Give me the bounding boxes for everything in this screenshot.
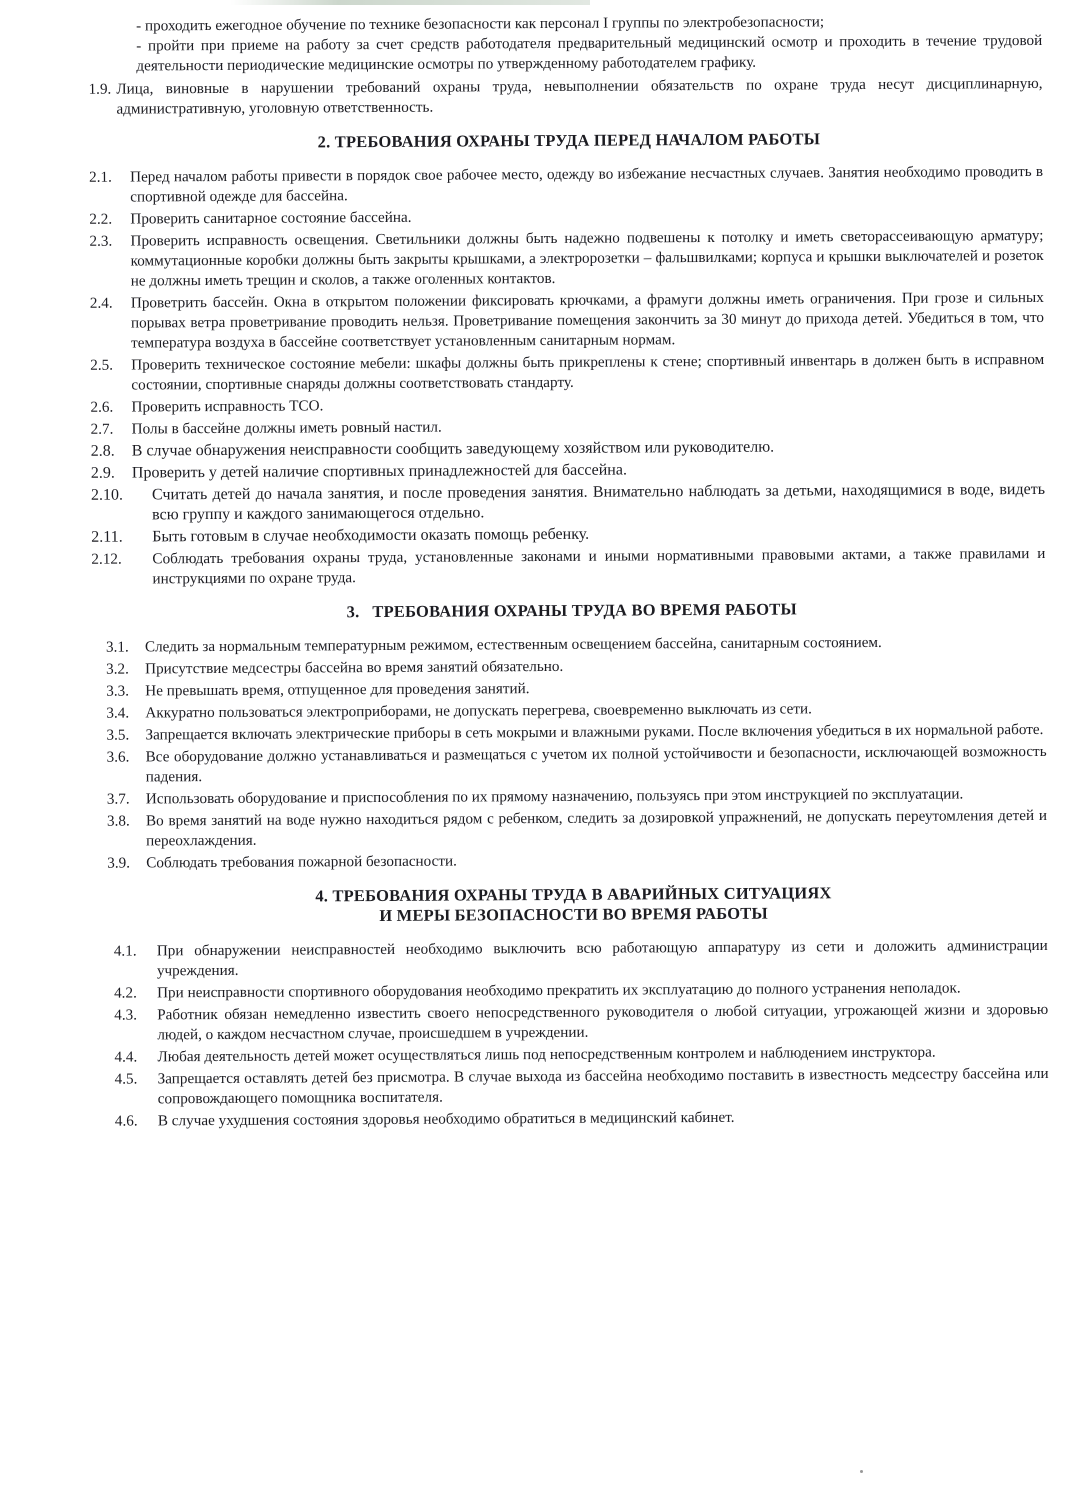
section-4-title-line-1: 4. ТРЕБОВАНИЯ ОХРАНЫ ТРУДА В АВАРИЙНЫХ СИТУАЦИЯХ: [315, 883, 832, 906]
item-text: Полы в бассейне должны иметь ровный настил.: [131, 418, 442, 438]
item-text: Быть готовым в случае необходимости оказать помощь ребенку.: [152, 525, 590, 546]
list-item-4-3: [114, 1000, 1048, 1046]
item-text: Аккуратно пользоваться электроприборами, не допускать перегрева, своевременно выключать из сети.: [145, 700, 812, 722]
section-4-list: [100, 936, 1049, 1132]
list-item-3-8: [107, 806, 1047, 852]
item-text: Во время занятий на воде нужно находиться рядом с ребенком, следить за дозировкой упражнений, не допускать переутомления детей и переохлаждения.: [145, 806, 1048, 850]
item-text: Соблюдать требования охраны труда, установленные законами и иными нормативными правовыми актами, а также правилами и инструкциями по охране труда.: [152, 544, 1046, 588]
item-text: Проверить исправность освещения. Светильники должны быть надежно подвешены к потолку и иметь светорассеивающую арматуру; коммутационные коробки должны быть закрыты крышками, а электророзетки – фальшвилками; корпуса и крышки выключателей и розеток не должны иметь трещин и сколов, а также оголенных контактов.: [130, 226, 1044, 290]
item-number: 2.8.: [90, 442, 115, 460]
item-text: Присутствие медсестры бассейна во время занятий обязательно.: [145, 657, 564, 678]
item-text: В случае ухудшения состояния здоровья необходимо обратиться в медицинский кабинет.: [157, 1108, 735, 1130]
list-item-2-4: [90, 288, 1044, 354]
item-text: Перед началом работы привести в порядок свое рабочее место, одежду во избежание несчастных случаев. Занятия необходимо проводить в спортивной одежде для бассейна.: [130, 162, 1044, 206]
list-item-2-5: [90, 350, 1044, 396]
item-number: 3.7.: [106, 790, 130, 808]
item-number: 2.1.: [89, 168, 112, 186]
list-item-4-4: [114, 1042, 1048, 1068]
list-item-4-6: [115, 1106, 1049, 1132]
item-text: Соблюдать требования пожарной безопасности.: [146, 852, 457, 872]
section-2-list: [89, 162, 1046, 590]
intro-block: [88, 11, 1043, 120]
item-number: 3.5.: [106, 726, 130, 744]
list-item-3-6: [107, 742, 1047, 788]
item-number: 3.3.: [106, 682, 130, 700]
item-number: 2.2.: [89, 210, 113, 228]
list-item-2-1: [89, 162, 1043, 208]
item-number: 3.2.: [106, 660, 129, 678]
item-text: Работник обязан немедленно известить своего непосредственного руководителя о любой ситуации, угрожающей жизни и здоровью людей, о каждом несчастном случае, происшедшем в учреждении.: [157, 1000, 1049, 1044]
section-4-title-line-2: И МЕРЫ БЕЗОПАСНОСТИ ВО ВРЕМЯ РАБОТЫ: [379, 903, 768, 926]
section-3-list: [98, 632, 1047, 874]
item-number: 4.6.: [114, 1112, 138, 1130]
item-number: 3.4.: [106, 704, 130, 722]
item-number: 2.7.: [90, 420, 114, 438]
scan-speck: [860, 1470, 863, 1473]
item-number: 2.11.: [91, 528, 123, 546]
item-text: Проветрить бассейн. Окна в открытом положении фиксировать крючками, а фрамуги должны иметь ограничения. При грозе и сильных порывах ветра проветривание проводить нельзя. Проветривание помещения закончить за 30 минут до прихода детей. Убедиться в том, что температура воздуха в бассейне соответствует установленным санитарным нормам.: [130, 288, 1045, 352]
item-number: 2.6.: [90, 398, 114, 416]
item-text: Проверить у детей наличие спортивных принадлежностей для бассейна.: [131, 461, 627, 482]
item-text: Любая деятельность детей может осуществляться лишь под непосредственным контролем и наблюдением инструктора.: [157, 1043, 936, 1066]
section-2-title: 2. ТРЕБОВАНИЯ ОХРАНЫ ТРУДА ПЕРЕД НАЧАЛОМ РАБОТЫ: [317, 129, 821, 152]
list-item-2-10: [91, 480, 1045, 526]
item-number: 3.8.: [106, 812, 130, 830]
item-number: 3.6.: [106, 748, 130, 766]
item-text: Запрещается включать электрические приборы в сеть мокрыми и влажными руками. После включения убедиться в их нормальной работе.: [145, 720, 1044, 744]
intro-line-2: - пройти при приеме на работу за счет средств работодателя предварительный медицинский осмотр и проходить в течение трудовой деятельности периодические медицинские осмотры по утвержденному работодателем графику.: [136, 31, 1043, 75]
item-number: 2.3.: [89, 232, 113, 250]
item-text: Использовать оборудование и приспособления по их прямому назначению, пользуясь при этом инструкцией по эксплуатации.: [145, 785, 964, 808]
list-item-3-9: [107, 848, 1047, 874]
intro-line-1: - проходить ежегодное обучение по технике безопасности как персонал I группы по электробезопасности;: [136, 13, 825, 35]
item-text: В случае обнаружения неисправности сообщить заведующему хозяйством или руководителю.: [131, 438, 775, 460]
section-3-title: 3. ТРЕБОВАНИЯ ОХРАНЫ ТРУДА ВО ВРЕМЯ РАБОТЫ: [346, 599, 797, 622]
item-text: Лица, виновные в нарушении требований охраны труда, невыполнении обязательств по охране труда несут дисциплинарную, административную, уголовную ответственность.: [116, 74, 1043, 118]
item-text: Проверить исправность ТСО.: [131, 397, 324, 416]
item-number: 2.5.: [90, 356, 114, 374]
item-number: 4.3.: [114, 1006, 138, 1024]
item-number: 4.1.: [113, 942, 137, 960]
item-text: Все оборудование должно устанавливаться и размещаться с учетом их полной устойчивости и безопасности, исключающей возможность падения.: [145, 742, 1047, 786]
item-number: 2.4.: [89, 294, 113, 312]
item-number: 3.9.: [107, 854, 131, 872]
item-text: При неисправности спортивного оборудования необходимо прекратить их эксплуатацию до полного устранения неполадок.: [157, 979, 961, 1002]
item-text: Проверить санитарное состояние бассейна.: [130, 208, 412, 228]
list-item-1-9: [88, 74, 1042, 120]
item-text: Считать детей до начала занятия, и после проведения занятия. Внимательно наблюдать за детьми, находящимися в воде, видеть всю группу и каждого занимающегося отдельно.: [151, 480, 1046, 524]
item-number: 2.10.: [90, 486, 124, 504]
item-number: 2.12.: [91, 550, 122, 568]
item-number: 2.9.: [90, 464, 115, 482]
item-text: При обнаружении неисправностей необходимо выключить всю работающую аппаратуру из сети и доложить администрации учреждения.: [156, 936, 1048, 980]
item-text: Не превышать время, отпущенное для проведения занятий.: [145, 680, 530, 700]
list-item-2-3: [89, 226, 1043, 292]
list-item-2-12: [91, 544, 1045, 590]
item-text: Запрещается оставлять детей без присмотра. В случае выхода из бассейна необходимо поставить в известность медсестру бассейна или сопровождающего помощника воспитателя.: [157, 1064, 1049, 1108]
item-text: Следить за нормальным температурным режимом, естественным освещением бассейна, санитарным состоянием.: [144, 633, 882, 656]
item-number: 4.5.: [114, 1070, 138, 1088]
item-number: 4.4.: [114, 1048, 138, 1066]
list-item-4-2: [114, 978, 1048, 1004]
list-item-4-1: [114, 936, 1048, 982]
item-number: 1.9.: [88, 80, 112, 98]
item-number: 4.2.: [114, 984, 137, 1002]
section-4-title: [99, 882, 1047, 928]
item-text: Проверить техническое состояние мебели: шкафы должны быть прикреплены к стене; спортивный инвентарь в должен быть в исправном состоянии, спортивные снаряды должны соответствовать стандарту.: [131, 350, 1045, 394]
list-item-4-5: [115, 1064, 1049, 1110]
item-number: 3.1.: [105, 638, 129, 656]
